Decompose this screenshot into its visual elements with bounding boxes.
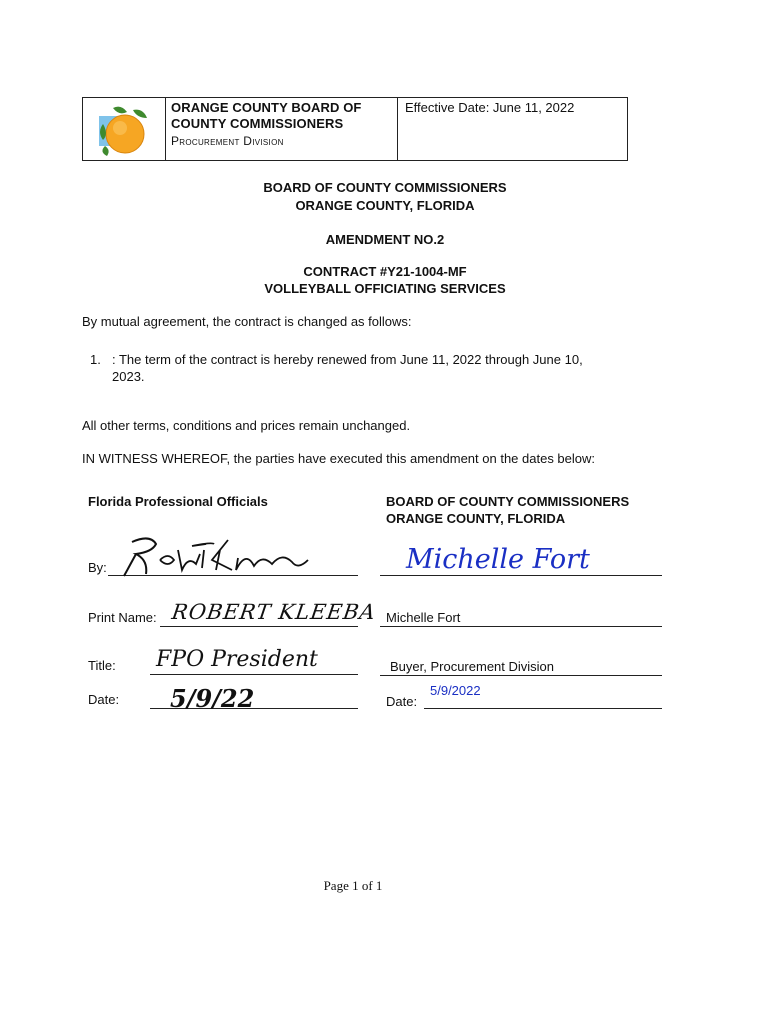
print-name-label: Print Name: [88, 610, 157, 625]
title-line-2: ORANGE COUNTY, FLORIDA [295, 198, 475, 213]
item-text-line-2: 2023. [112, 369, 145, 384]
right-signature: Michelle Fort [406, 544, 590, 575]
org-cell [165, 98, 398, 160]
org-name-line-2: COUNTY COMMISSIONERS [171, 116, 344, 131]
header-box [82, 97, 628, 161]
left-party-name: Florida Professional Officials [88, 494, 268, 509]
signature-line-right [380, 575, 662, 576]
by-label: By: [88, 560, 107, 575]
item-number: 1. [90, 352, 101, 367]
amendment-number: AMENDMENT NO.2 [325, 232, 445, 247]
title-line-1: BOARD OF COUNTY COMMISSIONERS [263, 180, 507, 195]
right-party-name-line-1: BOARD OF COUNTY COMMISSIONERS [386, 494, 630, 509]
date-label-left: Date: [88, 692, 120, 707]
left-signature [112, 530, 322, 580]
right-party-name-line-2: ORANGE COUNTY, FLORIDA [386, 511, 566, 526]
orange-fruit-icon [93, 102, 153, 158]
service-name: VOLLEYBALL OFFICIATING SERVICES [264, 281, 506, 296]
title-value-right: Buyer, Procurement Division [390, 659, 555, 674]
date-line-right [424, 708, 662, 709]
intro-text: By mutual agreement, the contract is changed as follows: [82, 314, 412, 329]
division-name: Procurement Division [171, 134, 284, 148]
other-terms-text: All other terms, conditions and prices remain unchanged. [82, 418, 411, 433]
date-value-right: 5/9/2022 [430, 683, 481, 698]
print-name-line-left [160, 626, 358, 627]
page-number: Page 1 of 1 [323, 878, 383, 893]
date-label-right: Date: [386, 694, 418, 709]
title-line-right [380, 675, 662, 676]
title-label: Title: [88, 658, 116, 673]
item-text-line-1: : The term of the contract is hereby renewed from June 11, 2022 through June 10, [112, 352, 583, 367]
title-line-left [150, 674, 358, 675]
witness-text: IN WITNESS WHEREOF, the parties have executed this amendment on the dates below: [82, 451, 596, 466]
print-name-line-right [380, 626, 662, 627]
org-name-line-1: ORANGE COUNTY BOARD OF [171, 100, 362, 115]
date-value-left: 5/9/22 [170, 684, 255, 713]
title-value-left: FPO President [156, 647, 318, 672]
print-name-value-left: ROBERT KLEEBA [170, 600, 378, 624]
logo-cell [83, 98, 166, 160]
effective-date: Effective Date: June 11, 2022 [405, 100, 575, 115]
contract-number: CONTRACT #Y21-1004-MF [303, 264, 467, 279]
print-name-value-right: Michelle Fort [386, 610, 461, 625]
